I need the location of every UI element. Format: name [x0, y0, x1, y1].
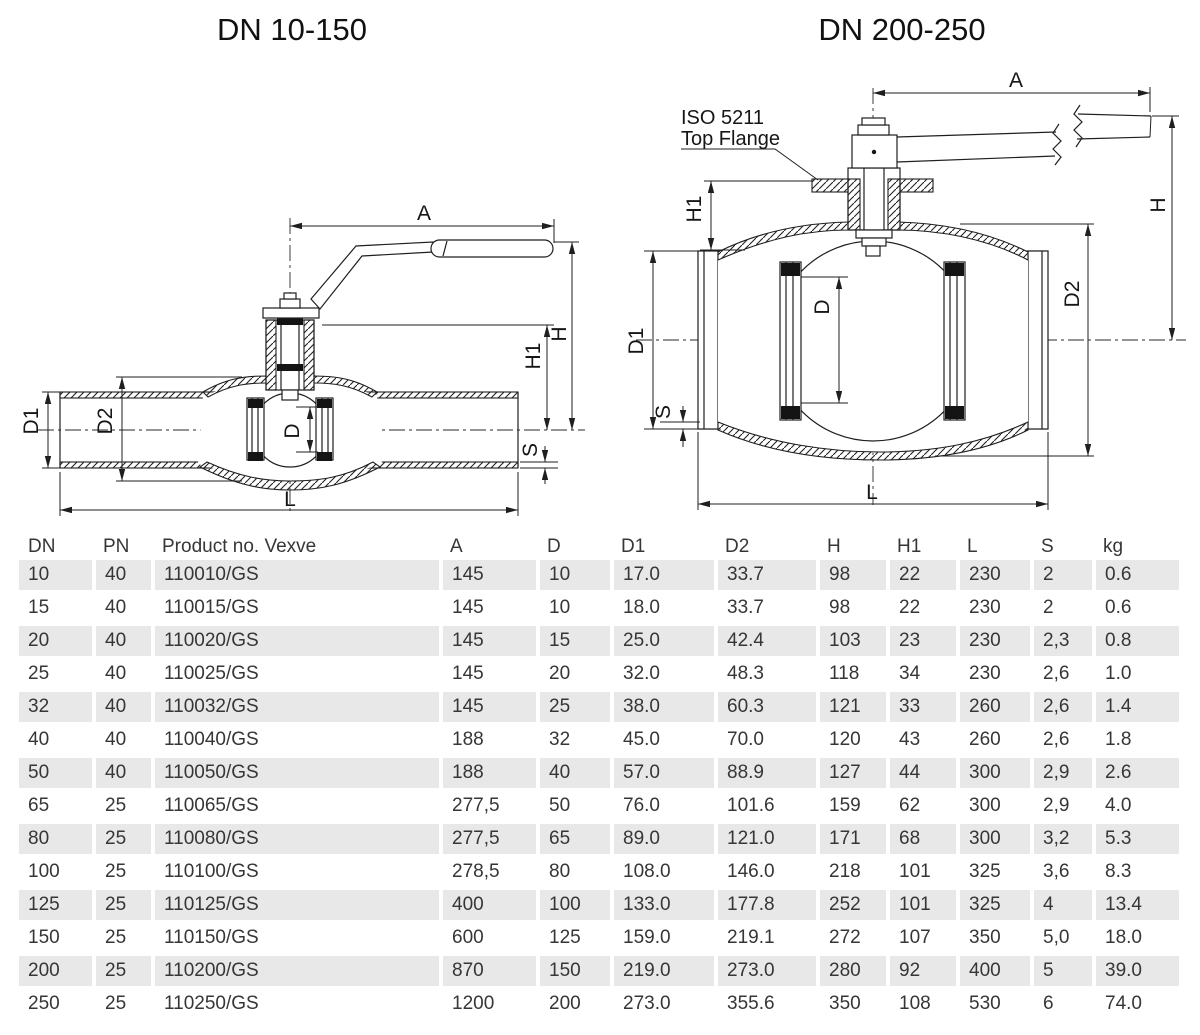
- table-cell: 101: [888, 889, 958, 922]
- table-cell: 219.0: [612, 955, 716, 988]
- table-row: [19, 691, 1181, 724]
- table-cell: 278,5: [441, 856, 538, 889]
- table-cell: 146.0: [716, 856, 818, 889]
- table-cell: 110250/GS: [153, 988, 441, 1021]
- table-row: [19, 922, 1181, 955]
- table-header-cell: DN: [28, 535, 56, 557]
- table-cell: 230: [958, 658, 1032, 691]
- table-cell: 0.8: [1094, 625, 1181, 658]
- table-cell: 2,3: [1032, 625, 1094, 658]
- table-cell: 18.0: [1094, 922, 1181, 955]
- table-cell: 110065/GS: [153, 790, 441, 823]
- table-cell: 110040/GS: [153, 724, 441, 757]
- table-cell: 6: [1032, 988, 1094, 1021]
- dim-label-a-right: A: [1008, 69, 1024, 92]
- table-header-cell: A: [450, 535, 463, 557]
- table-cell: 110100/GS: [153, 856, 441, 889]
- table-cell: 25: [94, 790, 153, 823]
- table-cell: 110025/GS: [153, 658, 441, 691]
- table-cell: 110200/GS: [153, 955, 441, 988]
- table-cell: 108: [888, 988, 958, 1021]
- table-row: [19, 724, 1181, 757]
- valve-drawing-dn10-150: [20, 202, 585, 516]
- table-cell: 260: [958, 691, 1032, 724]
- table-cell: 80: [538, 856, 612, 889]
- table-cell: 98: [818, 560, 888, 592]
- table-cell: 188: [441, 757, 538, 790]
- table-cell: 110050/GS: [153, 757, 441, 790]
- dim-label-d2-left: D2: [94, 407, 117, 435]
- table-cell: 118: [818, 658, 888, 691]
- table-cell: 40: [94, 724, 153, 757]
- table-cell: 110125/GS: [153, 889, 441, 922]
- dim-label-d2-right: D2: [1061, 280, 1084, 308]
- table-cell: 80: [19, 823, 94, 856]
- table-cell: 145: [441, 592, 538, 625]
- table-header-cell: H: [827, 535, 841, 557]
- table-cell: 25: [538, 691, 612, 724]
- table-cell: 110080/GS: [153, 823, 441, 856]
- dim-label-l-left: L: [284, 488, 296, 511]
- table-cell: 125: [538, 922, 612, 955]
- table-cell: 280: [818, 955, 888, 988]
- table-cell: 50: [19, 757, 94, 790]
- table-cell: 57.0: [612, 757, 716, 790]
- dim-label-h-right: H: [1147, 197, 1170, 213]
- dim-label-d1-left: D1: [20, 407, 43, 435]
- table-header-row: [19, 533, 1181, 560]
- table-cell: 15: [19, 592, 94, 625]
- table-cell: 145: [441, 658, 538, 691]
- table-cell: 125: [19, 889, 94, 922]
- table-cell: 25: [94, 856, 153, 889]
- table-cell: 20: [538, 658, 612, 691]
- dim-label-a-left: A: [416, 202, 432, 225]
- handle-lever: [897, 105, 1151, 165]
- dim-label-s-right: S: [652, 404, 675, 420]
- table-cell: 230: [958, 625, 1032, 658]
- table-cell: 2,6: [1032, 691, 1094, 724]
- table-cell: 48.3: [716, 658, 818, 691]
- table-cell: 110015/GS: [153, 592, 441, 625]
- table-cell: 355.6: [716, 988, 818, 1021]
- table-cell: 4.0: [1094, 790, 1181, 823]
- table-cell: 277,5: [441, 823, 538, 856]
- table-cell: 1.4: [1094, 691, 1181, 724]
- table-cell: 177.8: [716, 889, 818, 922]
- table-cell: 70.0: [716, 724, 818, 757]
- table-cell: 10: [538, 592, 612, 625]
- table-cell: 101: [888, 856, 958, 889]
- table-cell: 25: [94, 889, 153, 922]
- table-cell: 43: [888, 724, 958, 757]
- table-cell: 33: [888, 691, 958, 724]
- table-cell: 110010/GS: [153, 560, 441, 592]
- iso-note-line1: ISO 5211: [681, 107, 765, 129]
- table-cell: 100: [538, 889, 612, 922]
- table-cell: 150: [538, 955, 612, 988]
- seat-right: [316, 398, 333, 461]
- table-cell: 40: [19, 724, 94, 757]
- table-cell: 121: [818, 691, 888, 724]
- dim-label-h1-right: H1: [683, 195, 706, 223]
- table-cell: 350: [958, 922, 1032, 955]
- table-header-cell: D1: [621, 535, 646, 557]
- table-cell: 17.0: [612, 560, 716, 592]
- table-cell: 133.0: [612, 889, 716, 922]
- table-cell: 400: [441, 889, 538, 922]
- table-row: [19, 790, 1181, 823]
- table-cell: 325: [958, 889, 1032, 922]
- diagram-title-right: DN 200-250: [818, 12, 986, 47]
- table-cell: 145: [441, 560, 538, 592]
- table-cell: 400: [958, 955, 1032, 988]
- table-cell: 32: [19, 691, 94, 724]
- table-cell: 25.0: [612, 625, 716, 658]
- table-cell: 2,9: [1032, 790, 1094, 823]
- table-cell: 62: [888, 790, 958, 823]
- table-header-cell: D2: [725, 535, 750, 557]
- table-row: [19, 955, 1181, 988]
- table-cell: 5: [1032, 955, 1094, 988]
- table-cell: 32: [538, 724, 612, 757]
- table-header-cell: L: [967, 535, 978, 557]
- table-cell: 15: [538, 625, 612, 658]
- table-cell: 159: [818, 790, 888, 823]
- dim-label-h1-left: H1: [522, 342, 545, 370]
- table-cell: 3,2: [1032, 823, 1094, 856]
- table-cell: 300: [958, 790, 1032, 823]
- table-cell: 600: [441, 922, 538, 955]
- table-cell: 25: [94, 988, 153, 1021]
- table-row: [19, 658, 1181, 691]
- table-cell: 68: [888, 823, 958, 856]
- table-cell: 273.0: [716, 955, 818, 988]
- diagram-title-left: DN 10-150: [217, 12, 367, 47]
- table-cell: 8.3: [1094, 856, 1181, 889]
- valve-drawing-dn200-250: [625, 69, 1186, 510]
- table-cell: 145: [441, 625, 538, 658]
- table-row: [19, 889, 1181, 922]
- table-cell: 300: [958, 757, 1032, 790]
- table-cell: 3,6: [1032, 856, 1094, 889]
- table-cell: 40: [94, 560, 153, 592]
- table-cell: 127: [818, 757, 888, 790]
- table-cell: 530: [958, 988, 1032, 1021]
- table-cell: 23: [888, 625, 958, 658]
- table-cell: 0.6: [1094, 560, 1181, 592]
- table-cell: 2: [1032, 592, 1094, 625]
- table-cell: 33.7: [716, 592, 818, 625]
- table-cell: 65: [19, 790, 94, 823]
- table-cell: 0.6: [1094, 592, 1181, 625]
- table-row: [19, 757, 1181, 790]
- table-cell: 100: [19, 856, 94, 889]
- table-row: [19, 560, 1181, 592]
- table-cell: 121.0: [716, 823, 818, 856]
- dim-label-s-left: S: [519, 442, 542, 458]
- table-cell: 1.8: [1094, 724, 1181, 757]
- table-header-cell: D: [547, 535, 561, 557]
- table-cell: 42.4: [716, 625, 818, 658]
- table-cell: 103: [818, 625, 888, 658]
- table-cell: 33.7: [716, 560, 818, 592]
- table-cell: 1.0: [1094, 658, 1181, 691]
- table-row: [19, 592, 1181, 625]
- table-cell: 88.9: [716, 757, 818, 790]
- table-cell: 273.0: [612, 988, 716, 1021]
- table-row: [19, 625, 1181, 658]
- table-cell: 150: [19, 922, 94, 955]
- table-cell: 1200: [441, 988, 538, 1021]
- table-cell: 200: [19, 955, 94, 988]
- table-cell: 2,9: [1032, 757, 1094, 790]
- table-header-cell: S: [1041, 535, 1054, 557]
- table-cell: 277,5: [441, 790, 538, 823]
- table-cell: 145: [441, 691, 538, 724]
- table-cell: 108.0: [612, 856, 716, 889]
- table-cell: 250: [19, 988, 94, 1021]
- table-cell: 5.3: [1094, 823, 1181, 856]
- seat-left: [247, 398, 264, 461]
- table-cell: 2,6: [1032, 658, 1094, 691]
- dimension-table: [19, 533, 1183, 1022]
- table-cell: 44: [888, 757, 958, 790]
- table-cell: 230: [958, 592, 1032, 625]
- table-cell: 272: [818, 922, 888, 955]
- table-cell: 25: [19, 658, 94, 691]
- table-cell: 38.0: [612, 691, 716, 724]
- table-cell: 171: [818, 823, 888, 856]
- table-cell: 25: [94, 922, 153, 955]
- table-cell: 18.0: [612, 592, 716, 625]
- seat-left: [780, 262, 801, 420]
- table-cell: 159.0: [612, 922, 716, 955]
- seat-right: [944, 262, 965, 420]
- dim-label-h-left: H: [548, 326, 571, 342]
- table-header-cell: kg: [1103, 535, 1124, 557]
- table-header-cell: H1: [897, 535, 922, 557]
- table-header-cell: PN: [103, 535, 130, 557]
- handle-lever: [311, 240, 553, 309]
- table-cell: 22: [888, 560, 958, 592]
- table-cell: 325: [958, 856, 1032, 889]
- table-cell: 260: [958, 724, 1032, 757]
- table-cell: 101.6: [716, 790, 818, 823]
- table-cell: 45.0: [612, 724, 716, 757]
- table-cell: 300: [958, 823, 1032, 856]
- table-cell: 5,0: [1032, 922, 1094, 955]
- table-cell: 50: [538, 790, 612, 823]
- table-cell: 40: [94, 757, 153, 790]
- table-cell: 200: [538, 988, 612, 1021]
- table-cell: 98: [818, 592, 888, 625]
- dim-label-d-right: D: [811, 299, 834, 315]
- table-cell: 40: [94, 592, 153, 625]
- table-cell: 350: [818, 988, 888, 1021]
- table-cell: 120: [818, 724, 888, 757]
- table-cell: 40: [538, 757, 612, 790]
- table-cell: 25: [94, 823, 153, 856]
- table-cell: 22: [888, 592, 958, 625]
- table-cell: 34: [888, 658, 958, 691]
- table-cell: 32.0: [612, 658, 716, 691]
- table-cell: 40: [94, 691, 153, 724]
- table-cell: 20: [19, 625, 94, 658]
- table-cell: 107: [888, 922, 958, 955]
- table-cell: 2.6: [1094, 757, 1181, 790]
- table-cell: 870: [441, 955, 538, 988]
- dim-label-l-right: L: [866, 481, 878, 504]
- table-cell: 76.0: [612, 790, 716, 823]
- table-cell: 110032/GS: [153, 691, 441, 724]
- table-cell: 40: [94, 658, 153, 691]
- table-cell: 110020/GS: [153, 625, 441, 658]
- table-cell: 252: [818, 889, 888, 922]
- table-cell: 25: [94, 955, 153, 988]
- table-row: [19, 988, 1181, 1021]
- table-cell: 4: [1032, 889, 1094, 922]
- table-cell: 2: [1032, 560, 1094, 592]
- table-cell: 2,6: [1032, 724, 1094, 757]
- table-cell: 39.0: [1094, 955, 1181, 988]
- table-cell: 110150/GS: [153, 922, 441, 955]
- iso-note-line2: Top Flange: [681, 128, 780, 150]
- table-cell: 230: [958, 560, 1032, 592]
- table-cell: 10: [538, 560, 612, 592]
- table-row: [19, 823, 1181, 856]
- table-cell: 219.1: [716, 922, 818, 955]
- table-cell: 218: [818, 856, 888, 889]
- table-cell: 188: [441, 724, 538, 757]
- dim-label-d1-right: D1: [625, 327, 648, 355]
- table-cell: 92: [888, 955, 958, 988]
- table-cell: 10: [19, 560, 94, 592]
- table-cell: 40: [94, 625, 153, 658]
- table-cell: 65: [538, 823, 612, 856]
- dim-label-d-left: D: [281, 423, 304, 439]
- table-header-cell: Product no. Vexve: [162, 535, 317, 557]
- table-cell: 60.3: [716, 691, 818, 724]
- table-cell: 13.4: [1094, 889, 1181, 922]
- table-cell: 74.0: [1094, 988, 1181, 1021]
- table-row: [19, 856, 1181, 889]
- table-cell: 89.0: [612, 823, 716, 856]
